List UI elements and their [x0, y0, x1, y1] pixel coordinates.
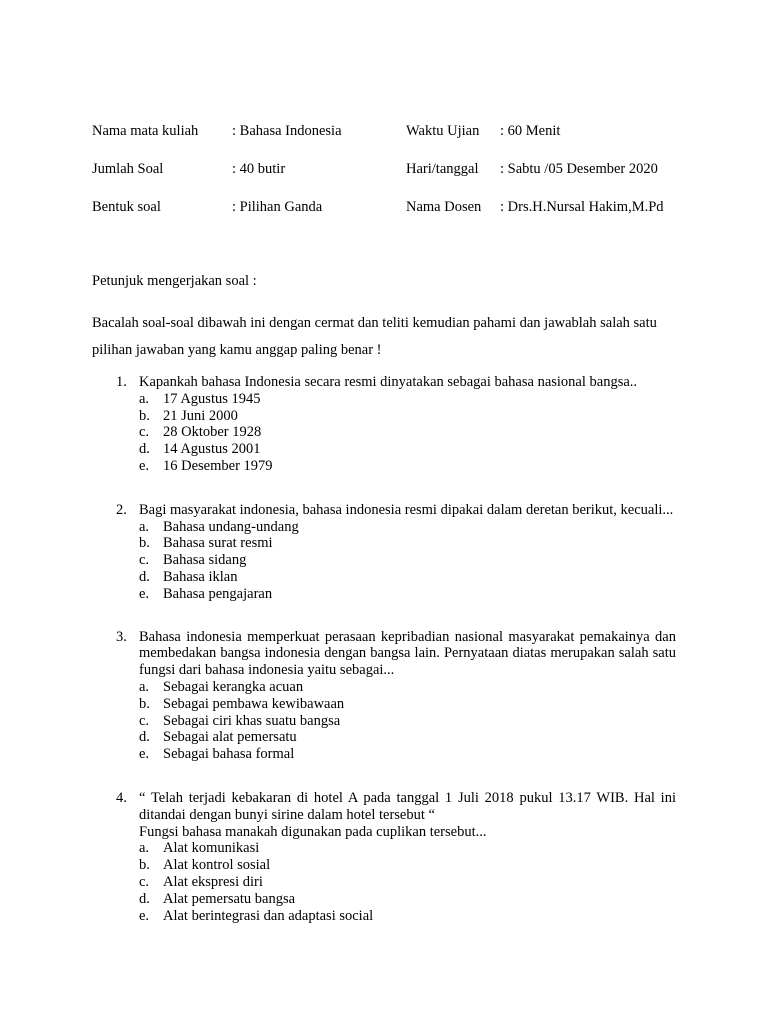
question-text — [139, 502, 676, 519]
question-list — [92, 374, 676, 924]
exam-duration-label: Waktu Ujian — [406, 123, 480, 139]
question-text-line: “ Telah terjadi kebakaran di hotel A pada tanggal 1 Juli 2018 pukul 13.17 WIB. Hal ini ditandai dengan bunyi sirine dalam hotel tersebut “ — [139, 789, 676, 823]
question-4 — [92, 790, 676, 924]
option-letter: a. — [139, 518, 150, 535]
question-number: 1. — [116, 374, 127, 390]
option-letter: a. — [139, 390, 150, 407]
lecturer-name-value: : Drs.H.Nursal Hakim,M.Pd — [500, 199, 664, 215]
answer-option — [139, 569, 676, 586]
option-text: Sebagai alat pemersatu — [163, 729, 297, 746]
answer-options — [139, 391, 676, 475]
option-text: 16 Desember 1979 — [163, 457, 273, 474]
option-letter: d. — [139, 568, 150, 585]
option-text: 28 Oktober 1928 — [163, 424, 262, 441]
question-text-line: Bahasa indonesia memperkuat perasaan kepribadian nasional masyarakat pemakainya dan membedakan bangsa indonesia dengan bangsa lain. Pernyataan diatas merupakan salah satu fungsi dari bahasa indonesia yaitu sebagai... — [139, 628, 676, 679]
question-number: 3. — [116, 628, 127, 645]
exam-header — [92, 123, 692, 237]
answer-option — [139, 840, 676, 857]
answer-options — [139, 519, 676, 603]
option-text: Bahasa surat resmi — [163, 535, 273, 552]
option-text: Bahasa sidang — [163, 552, 247, 569]
option-text: Alat kontrol sosial — [163, 857, 271, 874]
option-text: Sebagai kerangka acuan — [163, 678, 304, 695]
option-text: 14 Agustus 2001 — [163, 441, 261, 458]
course-name-label: Nama mata kuliah — [92, 123, 199, 139]
header-row-count — [92, 161, 692, 199]
answer-options — [139, 840, 676, 924]
option-text: Alat komunikasi — [163, 840, 260, 857]
question-count-label: Jumlah Soal — [92, 161, 164, 177]
answer-option — [139, 458, 676, 475]
question-2 — [92, 502, 676, 603]
option-letter: b. — [139, 535, 150, 552]
option-text: Alat pemersatu bangsa — [163, 890, 296, 907]
answer-option — [139, 713, 676, 730]
option-letter: b. — [139, 407, 150, 424]
option-letter: d. — [139, 890, 150, 907]
lecturer-name-label: Nama Dosen — [406, 199, 482, 215]
instructions-title: Petunjuk mengerjakan soal : — [92, 273, 257, 289]
exam-date-value: : Sabtu /05 Desember 2020 — [500, 161, 658, 177]
question-number: 2. — [116, 501, 127, 518]
header-row-course — [92, 123, 692, 161]
option-letter: c. — [139, 424, 150, 441]
answer-option — [139, 424, 676, 441]
header-row-format — [92, 199, 692, 237]
question-text-line: Kapankah bahasa Indonesia secara resmi dinyatakan sebagai bahasa nasional bangsa.. — [139, 374, 638, 390]
answer-option — [139, 908, 676, 925]
question-text-line: Fungsi bahasa manakah digunakan pada cuplikan tersebut... — [139, 823, 487, 840]
answer-option — [139, 408, 676, 425]
course-name-value: : Bahasa Indonesia — [232, 123, 342, 139]
exam-date-label: Hari/tanggal — [406, 161, 479, 177]
question-number: 4. — [116, 789, 127, 806]
option-text: Sebagai bahasa formal — [163, 746, 295, 763]
question-format-label: Bentuk soal — [92, 199, 161, 215]
option-letter: d. — [139, 729, 150, 746]
answer-option — [139, 857, 676, 874]
answer-option — [139, 441, 676, 458]
answer-option — [139, 552, 676, 569]
option-text: Alat ekspresi diri — [163, 873, 263, 890]
option-text: Alat berintegrasi dan adaptasi social — [163, 907, 374, 924]
answer-option — [139, 729, 676, 746]
question-count-value: : 40 butir — [232, 161, 286, 177]
option-letter: a. — [139, 840, 150, 857]
option-letter: e. — [139, 907, 150, 924]
answer-option — [139, 874, 676, 891]
exam-duration-value: : 60 Menit — [500, 123, 561, 139]
option-letter: c. — [139, 552, 150, 569]
answer-option — [139, 586, 676, 603]
option-letter: c. — [139, 712, 150, 729]
option-letter: e. — [139, 457, 150, 474]
option-text: Sebagai pembawa kewibawaan — [163, 695, 345, 712]
option-letter: b. — [139, 695, 150, 712]
option-letter: e. — [139, 585, 150, 602]
question-text — [139, 629, 676, 679]
answer-option — [139, 746, 676, 763]
option-text: Sebagai ciri khas suatu bangsa — [163, 712, 341, 729]
instructions-body: Bacalah soal-soal dibawah ini dengan cermat dan teliti kemudian pahami dan jawablah salah satu pilihan jawaban yang kamu anggap paling benar ! — [92, 315, 657, 358]
answer-option — [139, 891, 676, 908]
question-text — [139, 790, 676, 840]
answer-option — [139, 391, 676, 408]
answer-option — [139, 679, 676, 696]
option-text: Bahasa undang-undang — [163, 518, 299, 535]
option-text: 17 Agustus 1945 — [163, 390, 261, 407]
question-format-value: : Pilihan Ganda — [232, 199, 323, 215]
answer-option — [139, 519, 676, 536]
option-letter: b. — [139, 857, 150, 874]
option-letter: e. — [139, 746, 150, 763]
option-text: Bahasa pengajaran — [163, 585, 273, 602]
question-text-line: Bagi masyarakat indonesia, bahasa indonesia resmi dipakai dalam deretan berikut, kecuali... — [139, 501, 674, 518]
option-text: Bahasa iklan — [163, 568, 238, 585]
answer-option — [139, 535, 676, 552]
answer-options — [139, 679, 676, 763]
question-text — [139, 374, 676, 391]
answer-option — [139, 696, 676, 713]
option-letter: d. — [139, 441, 150, 458]
question-3 — [92, 629, 676, 763]
question-1 — [92, 374, 676, 475]
option-text: 21 Juni 2000 — [163, 407, 238, 424]
option-letter: c. — [139, 873, 150, 890]
option-letter: a. — [139, 678, 150, 695]
